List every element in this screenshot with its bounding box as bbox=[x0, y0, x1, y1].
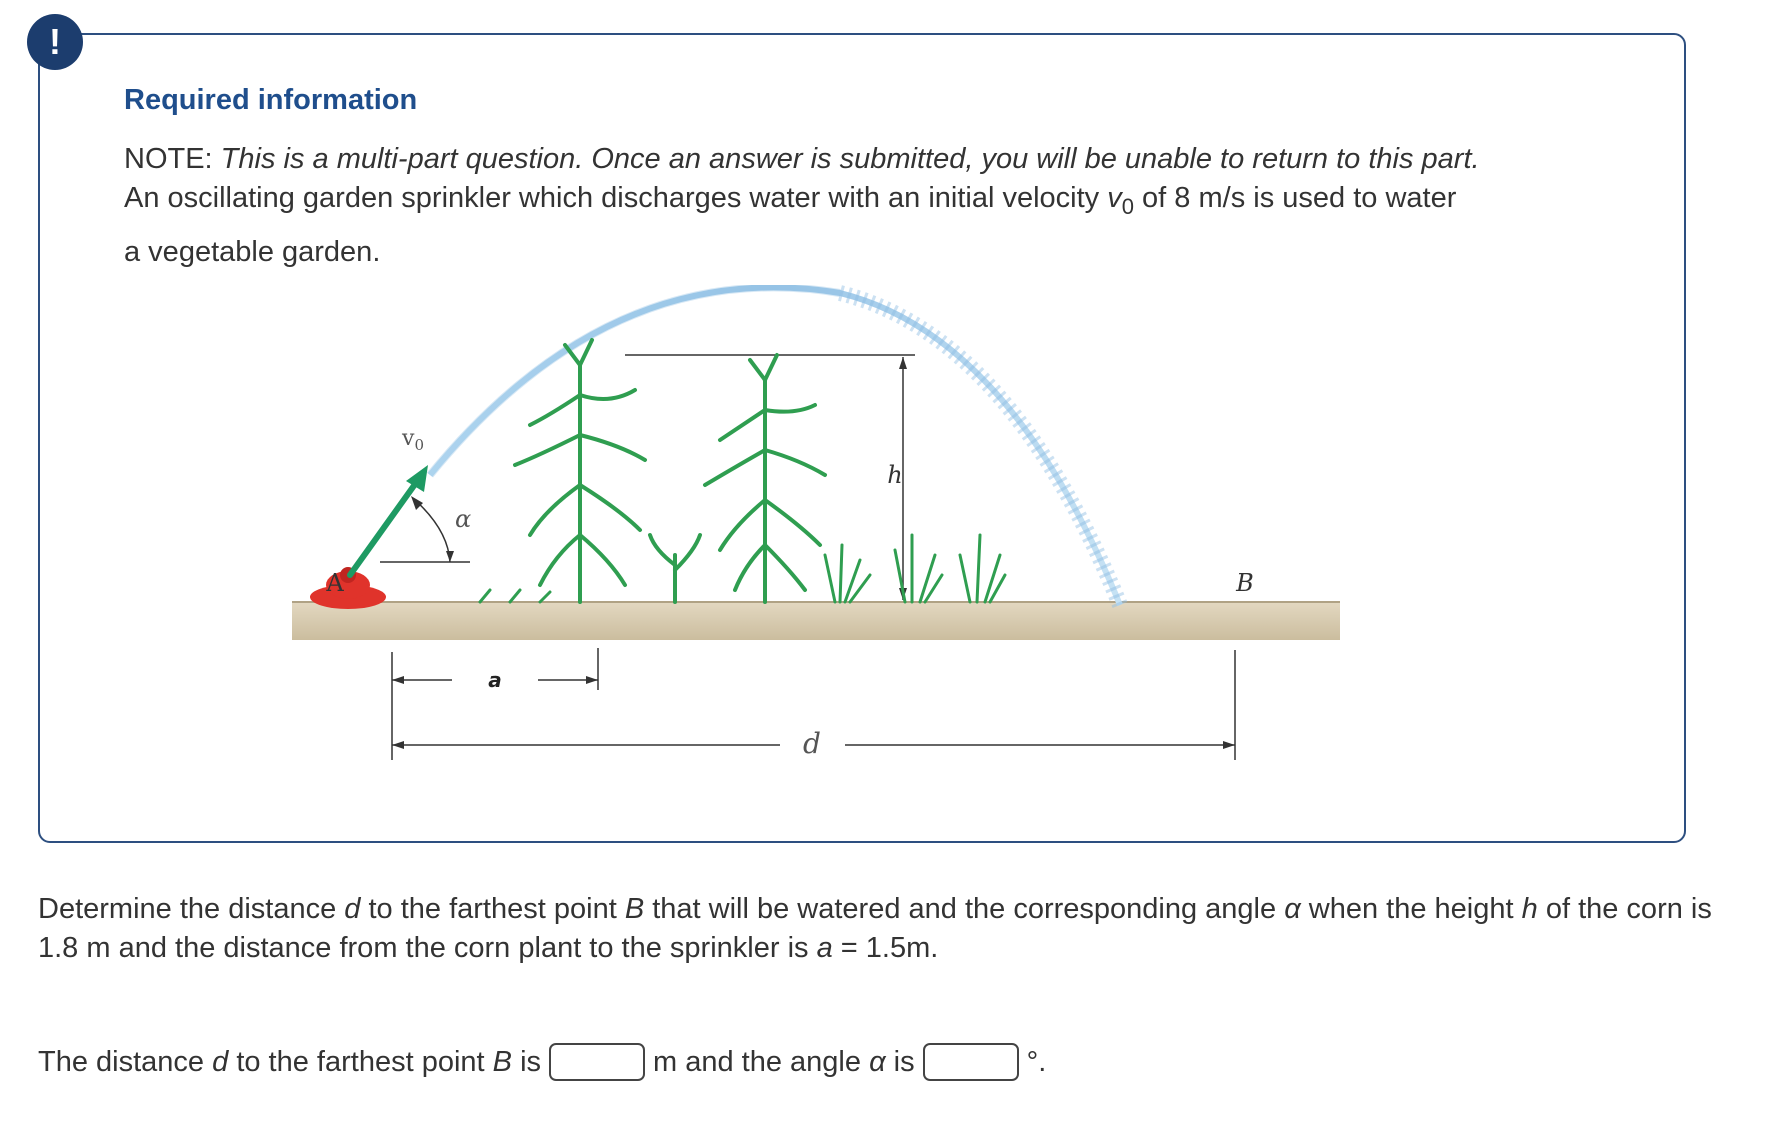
q-text-3: that will be watered and the corresponding angle bbox=[644, 893, 1285, 925]
angle-input[interactable] bbox=[923, 1043, 1019, 1081]
question-text bbox=[38, 890, 1758, 968]
q-text-6: = 1.5m. bbox=[832, 932, 939, 964]
answer-text-3: is bbox=[520, 1045, 542, 1078]
v0-symbol: v bbox=[1107, 182, 1122, 214]
answer-line bbox=[38, 1043, 1046, 1081]
q-text-2: to the farthest point bbox=[360, 893, 625, 925]
note-italic: This is a multi-part question. Once an answer is submitted, you will be unable to return to this part. bbox=[220, 143, 1480, 175]
q-var-B: B bbox=[624, 893, 645, 925]
q-var-d: d bbox=[344, 893, 361, 925]
label-B: B bbox=[1236, 569, 1254, 597]
alpha-arc bbox=[415, 500, 450, 562]
answer-text-5: is bbox=[893, 1045, 915, 1078]
label-alpha: α bbox=[455, 505, 472, 533]
q-var-alpha: α bbox=[1284, 893, 1301, 925]
intro-text bbox=[124, 140, 1624, 272]
note-prefix: NOTE: bbox=[124, 143, 221, 175]
answer-var-alpha: α bbox=[869, 1045, 886, 1078]
answer-text-1: The distance bbox=[38, 1045, 205, 1078]
intro-line-3: a vegetable garden. bbox=[124, 235, 381, 268]
intro-line bbox=[124, 179, 1624, 226]
intro-text-a: An oscillating garden sprinkler which discharges water with an initial velocity bbox=[124, 182, 1108, 214]
degree-symbol: °. bbox=[1026, 1045, 1047, 1078]
distance-input[interactable] bbox=[549, 1043, 645, 1081]
label-d: d bbox=[803, 727, 821, 760]
q-text-5: of the corn is 1.8 m and the distance from the corn plant to the sprinkler is bbox=[38, 893, 1712, 964]
q-var-h: h bbox=[1521, 893, 1538, 925]
q-var-a: a bbox=[816, 932, 833, 964]
q-text-1: Determine the distance bbox=[38, 893, 345, 925]
intro-text-b: of 8 m/s is used to water bbox=[1134, 182, 1457, 214]
answer-var-B: B bbox=[492, 1045, 512, 1078]
sprinkler-diagram bbox=[280, 285, 1340, 765]
ground bbox=[292, 602, 1340, 640]
exclamation-icon: ! bbox=[49, 21, 61, 62]
label-h: h bbox=[887, 461, 903, 489]
label-A: A bbox=[326, 569, 344, 597]
note-line bbox=[124, 140, 1624, 179]
answer-var-d: d bbox=[212, 1045, 229, 1078]
velocity-arrow bbox=[350, 480, 418, 575]
label-a: a bbox=[488, 668, 502, 692]
grass-clumps bbox=[480, 535, 1005, 602]
label-v0: $v_0$ bbox=[402, 426, 424, 454]
card-title: Required information bbox=[124, 84, 418, 116]
small-plant bbox=[650, 535, 700, 602]
corn-plant-1 bbox=[515, 340, 645, 602]
corn-plant-2 bbox=[705, 355, 825, 602]
answer-text-4: m and the angle bbox=[653, 1045, 861, 1078]
q-text-4: when the height bbox=[1300, 893, 1522, 925]
answer-text-2: to the farthest point bbox=[236, 1045, 485, 1078]
alert-badge bbox=[27, 14, 83, 70]
v0-subscript: 0 bbox=[1121, 193, 1134, 219]
